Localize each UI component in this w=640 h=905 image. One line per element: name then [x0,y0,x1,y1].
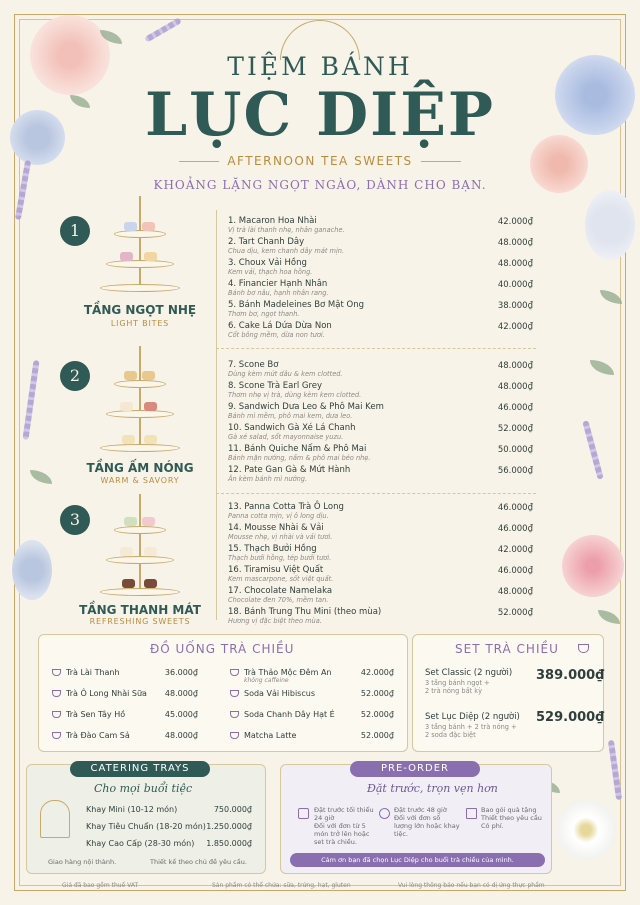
gift-icon [466,808,477,819]
menu-item-name: 4. Financier Hạnh Nhân [228,279,328,289]
tea-set-title: SET TRÀ CHIỀU [455,642,559,656]
menu-item-desc: Ăn kèm bánh mì nướng. [228,475,308,483]
menu-item-price: 48.000₫ [497,259,533,269]
white-flower-icon [556,800,616,860]
menu-item-name: 1. Macaron Hoa Nhài [228,216,317,226]
menu-item-desc: Kem mascarpone, sốt việt quất. [228,575,334,583]
drink-item [52,710,198,724]
menu-item-desc: Bánh mì mềm, phô mai kem, dưa leo. [228,412,353,420]
menu-item-price: 52.000₫ [497,424,533,434]
menu-item [228,544,533,565]
menu-item-desc: Dùng kèm mứt dâu & kem clotted. [228,370,343,378]
teacup-icon [230,669,239,676]
shop-name-top: TIỆM BÁNH [227,52,413,81]
menu-item-desc: Thơm nhẹ vị trà, dùng kèm kem clotted. [228,391,362,399]
menu-item [228,237,533,258]
catering-caption: Cho mọi buổi tiệc [94,782,193,795]
catering-item-name: Khay Tiêu Chuẩn (18-20 món) [86,822,206,831]
drink-price: 52.000₫ [360,689,394,698]
cake-stand-icon [100,488,180,600]
footer-note: Vui lòng thông báo nếu bạn có dị ứng thực phẩm [398,882,545,889]
set-name: Set Lục Diệp (2 người) [425,712,520,722]
menu-item-desc: Chocolate đen 70%, mềm tan. [228,596,329,604]
tier-number-badge: 3 [60,505,90,535]
menu-item-name: 15. Thạch Bưởi Hồng [228,544,317,554]
hydrangea-flower-icon [12,540,52,600]
tier-name: TẦNG ẤM NÓNG [86,461,194,475]
menu-item-price: 46.000₫ [497,503,533,513]
drink-name: Trà Sen Tây Hồ [66,710,126,719]
menu-item [228,321,533,342]
catering-item-name: Khay Mini (10-12 món) [86,805,178,814]
set-desc: 3 tầng bánh ngọt + 2 trà nóng bất kỳ [425,679,490,695]
menu-item-name: 11. Bánh Quiche Nấm & Phô Mai [228,444,367,454]
preorder-caption: Đặt trước, trọn vẹn hơn [367,782,498,795]
tier-number-badge: 2 [60,361,90,391]
teacup-icon [52,732,61,739]
menu-item-name: 6. Cake Lá Dứa Dừa Non [228,321,332,331]
menu-item-name: 12. Pate Gan Gà & Mứt Hành [228,465,351,475]
catering-title-bar: CATERING TRAYS [70,761,210,777]
tier-subtitle: LIGHT BITES [110,319,170,328]
drink-price: 52.000₫ [360,710,394,719]
menu-item-desc: Bánh bơ nâu, hạnh nhân rang. [228,289,329,297]
menu-item-name: 5. Bánh Madeleines Bơ Mật Ong [228,300,364,310]
menu-item [228,300,533,321]
menu-item [228,523,533,544]
preorder-info: Bao gói quà tặng Thiết theo yêu cầu Có phí. [481,806,542,830]
menu-item-desc: Gà xé salad, sốt mayonnaise yuzu. [228,433,344,441]
menu-item [228,381,533,402]
teacup-icon [52,669,61,676]
teacup-icon [52,711,61,718]
cake-stand-icon [100,190,180,295]
set-price: 389.000₫ [536,668,605,683]
menu-item-price: 56.000₫ [497,466,533,476]
tray-stand-icon [40,800,70,838]
drink-item [230,731,394,745]
catering-note: Giao hàng nội thành. [48,858,117,866]
menu-item-price: 46.000₫ [497,403,533,413]
drink-item [52,731,198,745]
drink-name: Trà Đào Cam Sả [66,731,130,740]
menu-item [228,444,533,465]
drink-item [52,668,198,682]
menu-item-name: 8. Scone Trà Earl Grey [228,381,323,391]
menu-item-price: 48.000₫ [497,382,533,392]
drinks-title: ĐỒ UỐNG TRÀ CHIỀU [150,642,295,656]
tier-number-badge: 1 [60,216,90,246]
menu-item-price: 48.000₫ [497,587,533,597]
preorder-thanks: Cảm ơn bạn đã chọn Lục Diệp cho buổi trà chiều của mình. [321,856,514,864]
menu-item-desc: Thơm bơ, ngọt thanh. [228,310,300,318]
catering-item-price: 1.850.000₫ [206,839,252,848]
drink-name: Matcha Latte [244,731,297,740]
menu-item [228,465,533,486]
menu-item-desc: Panna cotta mịn, vị ô long dịu. [228,512,329,520]
menu-item-desc: Thạch bưởi hồng, tép bưởi tươi. [228,554,332,562]
tier-subtitle: REFRESHING SWEETS [89,617,191,626]
menu-item [228,502,533,523]
drink-name: Soda Chanh Dây Hạt É [244,710,335,719]
menu-item-name: 3. Choux Vải Hồng [228,258,307,268]
drink-price: 42.000₫ [360,668,394,677]
menu-item [228,586,533,607]
subtitle: AFTERNOON TEA SWEETS [0,154,640,168]
catering-item-price: 750.000₫ [213,805,252,814]
drink-price: 52.000₫ [360,731,394,740]
preorder-info: Đặt trước tối thiểu 24 giờ Đối với đơn từ 5 món trở lên hoặc set trà chiều. [314,806,374,846]
drink-item [230,668,394,682]
menu-item-name: 17. Chocolate Namelaka [228,586,333,596]
hydrangea-flower-icon [585,190,635,260]
menu-item-price: 48.000₫ [497,361,533,371]
menu-item-price: 48.000₫ [497,238,533,248]
menu-item-name: 14. Mousse Nhài & Vải [228,523,324,533]
set-desc: 3 tầng bánh + 2 trà nóng + 2 soda đặc biệt [425,723,517,739]
menu-item-name: 18. Bánh Trung Thu Mini (theo mùa) [228,607,382,617]
teacup-icon [230,690,239,697]
menu-item [228,565,533,586]
menu-item [228,607,533,628]
calendar-icon [298,808,309,819]
drink-item [230,710,394,724]
preorder-title-bar: PRE-ORDER [350,761,480,777]
section-separator [216,493,536,494]
drink-name: Soda Vải Hibiscus [244,689,315,698]
cake-stand-icon [100,340,180,455]
menu-item-price: 40.000₫ [497,280,533,290]
menu-item-name: 16. Tiramisu Việt Quất [228,565,324,575]
tier-name: TẦNG NGỌT NHẸ [83,303,197,317]
catering-note: Thiết kế theo chủ đề yêu cầu. [150,858,247,866]
catering-item-name: Khay Cao Cấp (28-30 món) [86,839,195,848]
menu-item-price: 38.000₫ [497,301,533,311]
menu-item-name: 10. Sandwich Gà Xé Lá Chanh [228,423,356,433]
menu-item-name: 13. Panna Cotta Trà Ô Long [228,502,344,512]
menu-item-name: 9. Sandwich Dưa Leo & Phô Mai Kem [228,402,384,412]
menu-item-price: 46.000₫ [497,524,533,534]
menu-item [228,279,533,300]
section-separator [216,348,536,349]
drink-price: 48.000₫ [164,689,198,698]
pink-flower-icon [562,535,624,597]
tier-subtitle: WARM & SAVORY [100,476,180,485]
footer-note: Giá đã bao gồm thuế VAT [62,882,139,889]
menu-item-desc: Bánh mặn nướng, nấm & phô mai béo nhẹ. [228,454,371,462]
menu-item-desc: Mousse nhẹ, vị nhài và vải tươi. [228,533,333,541]
drink-price: 45.000₫ [164,710,198,719]
catering-item-price: 1.250.000₫ [206,822,252,831]
drink-price: 48.000₫ [164,731,198,740]
shop-name-main: LỤC DIỆP [144,80,496,150]
teacup-icon [230,732,239,739]
menu-item-price: 42.000₫ [497,217,533,227]
drink-name: Trà Thảo Mộc Đêm An [244,668,332,677]
drink-name: Trà Ô Long Nhài Sữa [66,689,147,698]
menu-item-name: 7. Scone Bơ [228,360,279,370]
teacup-icon [52,690,61,697]
drink-item [52,689,198,703]
menu-item-desc: Hương vị đặc biệt theo mùa. [228,617,322,625]
drink-price: 36.000₫ [164,668,198,677]
footer-note: Sản phẩm có thể chứa: sữa, trứng, hạt, gluten [212,882,351,889]
drink-desc: không caffeine [244,677,289,684]
drink-item [230,689,394,703]
tier-name: TẦNG THANH MÁT [79,603,201,617]
menu-item-desc: Cốt bông mềm, dừa non tươi. [228,331,325,339]
menu-item-price: 42.000₫ [497,322,533,332]
menu-item-desc: Vị trà lài thanh nhẹ, nhân ganache. [228,226,345,234]
menu-item [228,216,533,237]
menu-item [228,423,533,444]
clock-icon [379,808,390,819]
menu-item-price: 50.000₫ [497,445,533,455]
set-price: 529.000₫ [536,710,605,725]
tagline: KHOẢNG LẶNG NGỌT NGÀO, DÀNH CHO BẠN. [153,178,487,192]
menu-item [228,258,533,279]
menu-item-desc: Chua dịu, kem chanh dây mát mịn. [228,247,345,255]
menu-item-name: 2. Tart Chanh Dây [228,237,305,247]
preorder-info: Đặt trước 48 giờ Đối với đơn số lượng lớn hoặc khay tiệc. [394,806,460,838]
menu-item [228,360,533,381]
menu-item-price: 42.000₫ [497,545,533,555]
teacup-icon [578,644,589,653]
menu-item-price: 52.000₫ [497,608,533,618]
teacup-icon [230,711,239,718]
set-name: Set Classic (2 người) [425,668,513,678]
menu-item-desc: Kem vải, thạch hoa hồng. [228,268,313,276]
menu-item-price: 46.000₫ [497,566,533,576]
menu-item [228,402,533,423]
drink-name: Trà Lài Thanh [66,668,120,677]
